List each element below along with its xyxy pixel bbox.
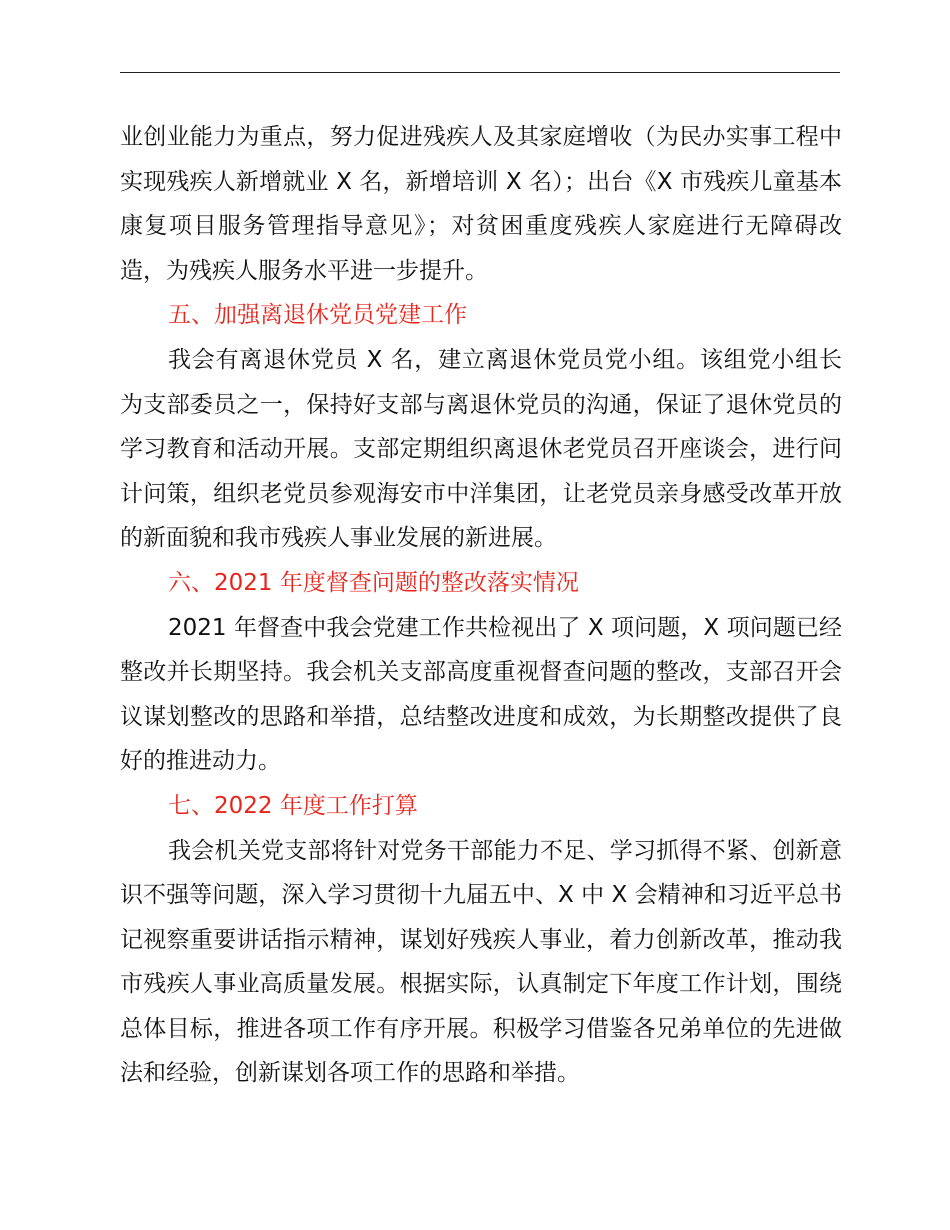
paragraph-3: 2021 年督查中我会党建工作共检视出了 X 项问题，X 项问题已经整改并长期坚持。我会机关支部高度重视督查问题的整改，支部召开会议谋划整改的思路和举措，总结整改进度和成效，为长期整改提供了良好的推进动力。 [120, 614, 842, 775]
paragraph-2: 我会有离退休党员 X 名，建立离退休党员党小组。该组党小组长为支部委员之一，保持好支部与离退休党员的沟通，保证了退休党员的学习教育和活动开展。支部定期组织离退休老党员召开座谈会，进行问计问策，组织老党员参观海安市中洋集团，让老党员亲身感受改革开放的新面貌和我市残疾人事业发展的新进展。 [120, 346, 842, 552]
section-heading-6: 六、2021 年度督查问题的整改落实情况 [168, 569, 579, 596]
header-rule [120, 72, 840, 73]
paragraph-1: 业创业能力为重点，努力促进残疾人及其家庭增收（为民办实事工程中实现残疾人新增就业 X 名，新增培训 X 名）；出台《X 市残疾儿童基本康复项目服务管理指导意见》；对贫困重度残疾人家庭进行无障碍改造，为残疾人服务水平进一步提升。 [120, 124, 842, 284]
section-heading-7: 七、2022 年度工作打算 [168, 792, 418, 819]
paragraph-4: 我会机关党支部将针对党务干部能力不足、学习抓得不紧、创新意识不强等问题，深入学习贯彻十九届五中、X 中 X 会精神和习近平总书记视察重要讲话指示精神，谋划好残疾人事业，着力创新改革，推动我市残疾人事业高质量发展。根据实际，认真制定下年度工作计划，围绕总体目标，推进各项工作有序开展。积极学习借鉴各兄弟单位的先进做法和经验，创新谋划各项工作的思路和举措。 [120, 837, 842, 1087]
section-heading-5: 五、加强离退休党员党建工作 [168, 302, 467, 329]
document-body [120, 115, 842, 1096]
